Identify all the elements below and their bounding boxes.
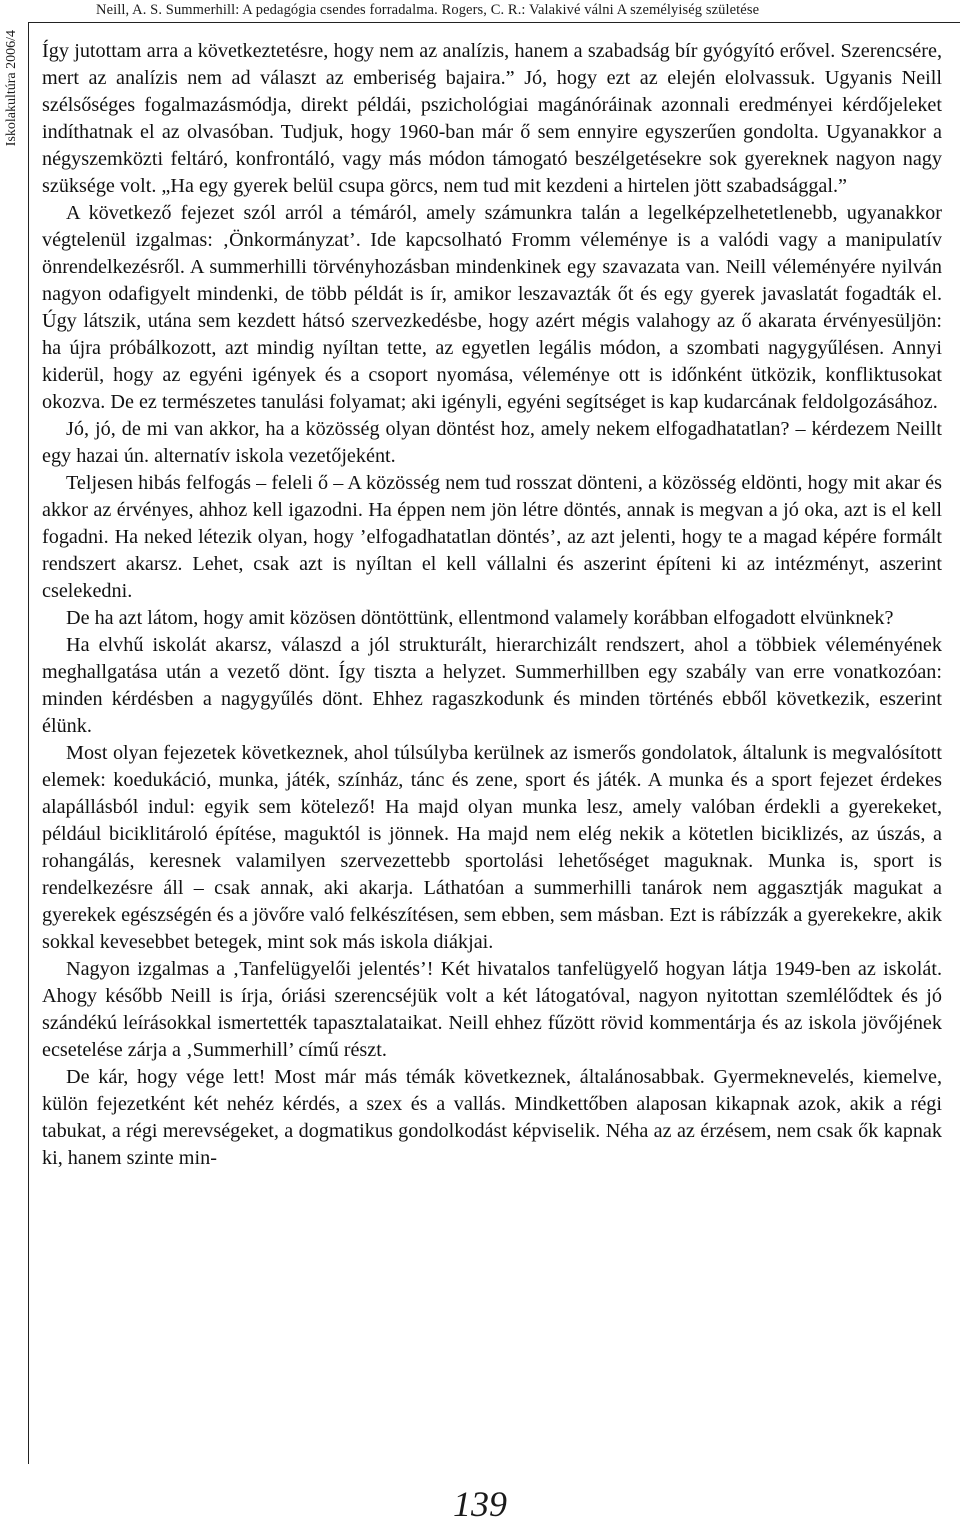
page-number: 139 — [453, 1484, 507, 1524]
journal-label: Iskolakultúra 2006/4 — [4, 30, 19, 147]
paragraph: De ha azt látom, hogy amit közösen döntöttünk, ellentmond valamely korábban elfogadott elvünknek? — [66, 607, 894, 629]
paragraph: Teljesen hibás felfogás – feleli ő – A közösség nem tud rosszat dönteni, a közösség eldönti, hogy mit akar és akkor az érvényes, ahhoz kell igazodni. Ha éppen nem jön létre döntés, annak is megvan a jó oka, azt is el kell fogadni. Ha neked létezik olyan, hogy ’elfogadhatatlan döntés’, az azt jelenti, hogy te a magad képére formált rendszert akarsz. Lehet, csak azt is nyíltan el kell vállalni és aszerint építeni ki az intézményt, aszerint cselekedni. — [42, 472, 942, 602]
paragraph: Jó, jó, de mi van akkor, ha a közösség olyan döntést hoz, amely nekem elfogadhatatlan? – kérdezem Neillt egy hazai ún. alternatív iskola vezetőjeként. — [42, 418, 942, 467]
sidebar-rule — [28, 22, 29, 1464]
paragraph: Így jutottam arra a következtetésre, hogy nem az analízis, hanem a szabadság bír gyógyító erővel. Szerencsére, mert az analízis nem ad választ az emberiség bajaira.” Jó, hogy ezt az elején elolvassuk. Ugyanis Neill szélsőséges fogalmazásmódja, direkt példái, pszichológiai magánóráinak azonnali eredményei kérdőjeleket indíthatnak el az olvasóban. Tudjuk, hogy 1960-ban már ő sem ennyire egyszerűen gondolta. Ugyanakkor a négyszemközti feltáró, konfrontáló, vagy más módon támogató beszélgetésekre sok gyereknek nagyon nagy szüksége volt. „Ha egy gyerek belül csupa görcs, nem tud mit kezdeni a hirtelen jött szabadsággal.” — [42, 40, 942, 197]
paragraph: De kár, hogy vége lett! Most már más témák következnek, általánosabbak. Gyermeknevelés, kiemelve, külön fejezetként két nehéz kérdés, a szex és a vallás. Mindkettőben alaposan kikapnak azok, akik a régi tabukat, a régi merevségeket, a dogmatikus gondolkodást képviselik. Néha az az érzésem, nem csak ők kapnak ki, hanem szinte min- — [42, 1066, 942, 1169]
paragraph: A következő fejezet szól arról a témáról, amely számunkra talán a legelképzelhetetlenebb, ugyanakkor végtelenül izgalmas: ‚Önkormányzat’. Ide kapcsolható Fromm véleménye is a valódi vagy a manipulatív önrendelkezésről. A summerhilli törvényhozásban mindenkinek egy szavazata van. Neill véleményére nyilván nagyon odafigyelt mindenki, de több példát is ír, amikor leszavazták őt és egy gyerek javaslatát fogadták el. Úgy látszik, utána sem kezdett hátsó szervezkedésbe, hogy azért mégis valahogy az ő akarata érvényesüljön: ha újra próbálkozott, azt mindig nyíltan tette, az egyetlen legális módon, a szombati nagygyűlésen. Annyi kiderül, hogy az egyéni igények és a csoport nyomása, véleménye ott is időnként ütközik, konfliktusokat okozva. De ez természetes tanulási folyamat; aki igényli, egyéni segítséget is kap kudarcának feldolgozásához. — [42, 202, 942, 413]
paragraph: Most olyan fejezetek következnek, ahol túlsúlyba kerülnek az ismerős gondolatok, általunk is megvalósított elemek: koedukáció, munka, játék, színház, tánc és zene, sport és játék. A munka és a sport fejezet érdekes alapállásból indul: egyik sem kötelező! Ha majd olyan munka lesz, amely valóban érdekli a gyerekeket, például biciklitároló építése, maguktól is jönnek. Ha majd nem elég nekik a kötetlen biciklizés, az úszás, a rohangálás, keresnek valamilyen szervezettebb sportolási lehetőséget maguknak. Munka is, sport is rendelkezésre áll – csak annak, aki akarja. Láthatóan a summerhilli tanárok nem aggasztják magukat a gyerekek egészségén és a jövőre való felkészítésen, sem ebben, sem másban. Ezt is rábízzák a gyerekekre, akik sokkal kevesebbet betegek, mint sok más iskola diákjai. — [42, 742, 942, 953]
paragraph: Ha elvhű iskolát akarsz, válaszd a jól strukturált, hierarchizált rendszert, ahol a többiek véleményének meghallgatása után a vezető dönt. Így tiszta a helyzet. Summerhillben egy szabály van erre vonatkozóan: minden kérdésben a nagygyűlés dönt. Ehhez ragaszkodunk és minden történés ebből következik, eszerint élünk. — [42, 634, 942, 737]
article-body — [42, 38, 942, 1172]
paragraph: Nagyon izgalmas a ‚Tanfelügyelői jelentés’! Két hivatalos tanfelügyelő hogyan látja 1949-ben az iskolát. Ahogy később Neill is írja, óriási szerencséjük volt a két látogatóval, nagyon nyitottan szemlélődtek és jó szándékú leírásokkal ismertették tapasztalataikat. Neill ehhez fűzött rövid kommentárja és az iskola jövőjének ecsetelése zárja a ‚Summerhill’ című részt. — [42, 958, 942, 1061]
journal-sidebar — [2, 30, 22, 180]
header-rule — [28, 22, 960, 23]
running-head: Neill, A. S. Summerhill: A pedagógia csendes forradalma. Rogers, C. R.: Valakivé válni A személyiség születése — [96, 2, 760, 18]
